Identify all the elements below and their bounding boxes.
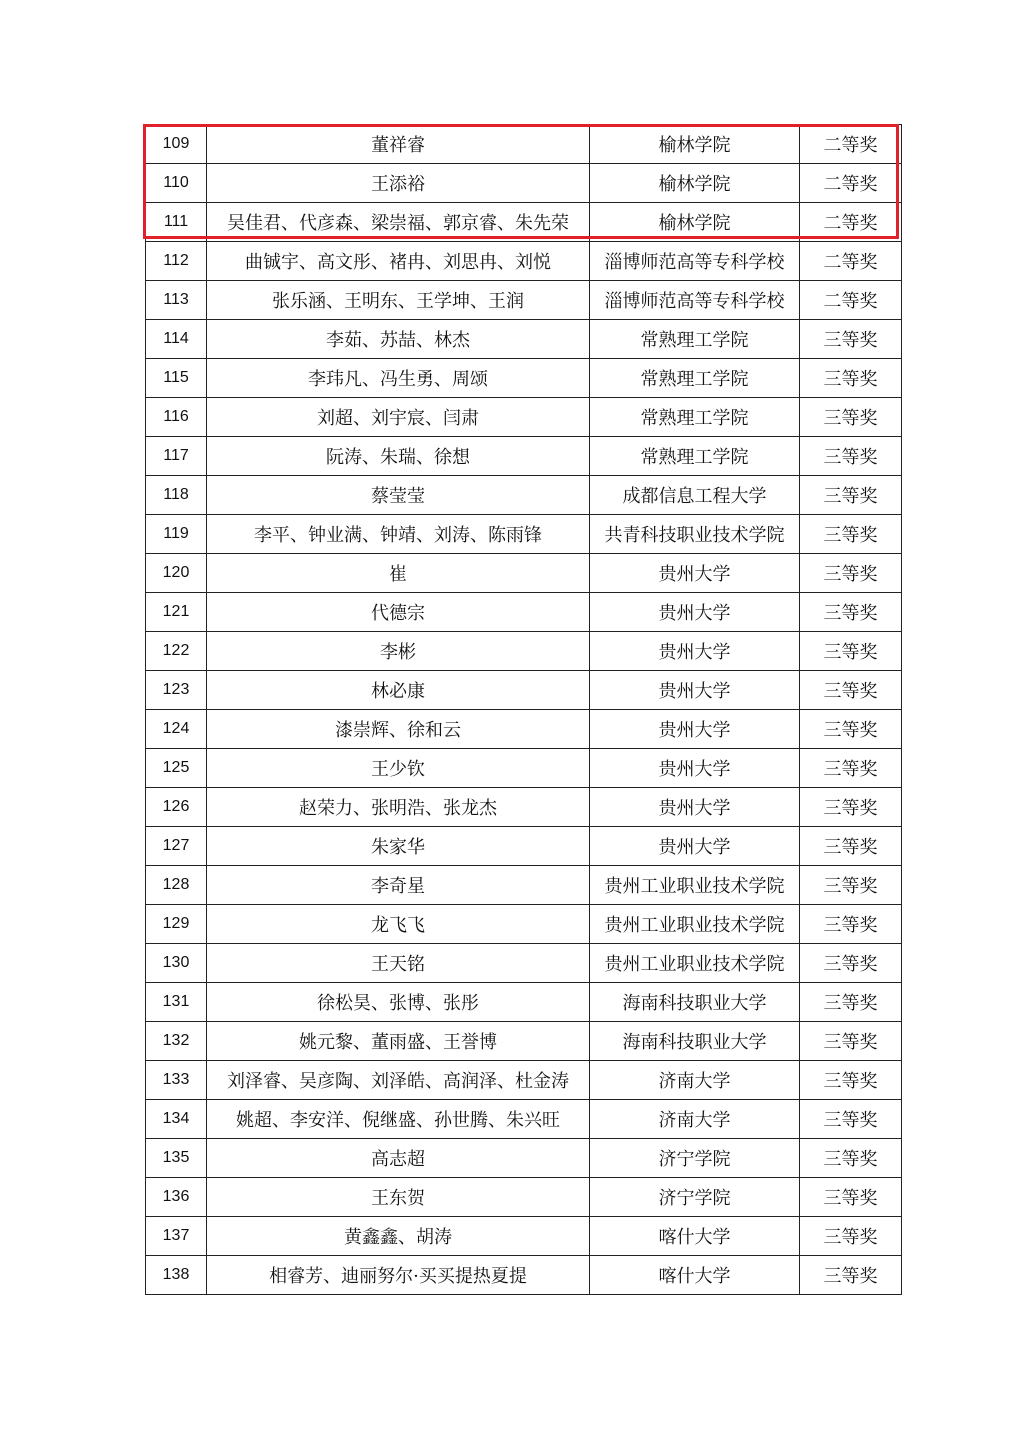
award-level: 三等奖 <box>800 593 902 632</box>
row-number: 132 <box>146 1022 207 1061</box>
school-name: 榆林学院 <box>590 203 800 242</box>
award-level: 三等奖 <box>800 1178 902 1217</box>
table-row <box>146 242 902 281</box>
award-level: 三等奖 <box>800 320 902 359</box>
table-row <box>146 1022 902 1061</box>
award-level: 三等奖 <box>800 632 902 671</box>
school-name: 济南大学 <box>590 1100 800 1139</box>
award-level: 三等奖 <box>800 710 902 749</box>
row-number: 119 <box>146 515 207 554</box>
award-level: 三等奖 <box>800 515 902 554</box>
school-name: 榆林学院 <box>590 125 800 164</box>
participant-names: 李平、钟业满、钟靖、刘涛、陈雨锋 <box>207 515 590 554</box>
table-row <box>146 983 902 1022</box>
award-level: 三等奖 <box>800 359 902 398</box>
row-number: 130 <box>146 944 207 983</box>
participant-names: 赵荣力、张明浩、张龙杰 <box>207 788 590 827</box>
participant-names: 曲铖宇、高文彤、褚冉、刘思冉、刘悦 <box>207 242 590 281</box>
row-number: 112 <box>146 242 207 281</box>
participant-names: 姚元黎、董雨盛、王誉博 <box>207 1022 590 1061</box>
table-row <box>146 944 902 983</box>
row-number: 133 <box>146 1061 207 1100</box>
award-level: 三等奖 <box>800 983 902 1022</box>
award-level: 三等奖 <box>800 437 902 476</box>
table-row <box>146 437 902 476</box>
school-name: 贵州大学 <box>590 749 800 788</box>
table-row <box>146 554 902 593</box>
row-number: 117 <box>146 437 207 476</box>
participant-names: 张乐涵、王明东、王学坤、王润 <box>207 281 590 320</box>
award-level: 三等奖 <box>800 398 902 437</box>
award-level: 三等奖 <box>800 1061 902 1100</box>
school-name: 贵州大学 <box>590 710 800 749</box>
row-number: 121 <box>146 593 207 632</box>
participant-names: 王东贺 <box>207 1178 590 1217</box>
participant-names: 李玮凡、冯生勇、周颂 <box>207 359 590 398</box>
participant-names: 漆崇辉、徐和云 <box>207 710 590 749</box>
table-row <box>146 1217 902 1256</box>
participant-names: 董祥睿 <box>207 125 590 164</box>
row-number: 113 <box>146 281 207 320</box>
participant-names: 高志超 <box>207 1139 590 1178</box>
award-level: 二等奖 <box>800 203 902 242</box>
award-level: 三等奖 <box>800 1139 902 1178</box>
table-row <box>146 203 902 242</box>
school-name: 贵州大学 <box>590 788 800 827</box>
table-row <box>146 1256 902 1295</box>
table-row <box>146 905 902 944</box>
school-name: 共青科技职业技术学院 <box>590 515 800 554</box>
table-row <box>146 359 902 398</box>
school-name: 贵州大学 <box>590 593 800 632</box>
school-name: 贵州工业职业技术学院 <box>590 866 800 905</box>
participant-names: 林必康 <box>207 671 590 710</box>
school-name: 常熟理工学院 <box>590 359 800 398</box>
table-row <box>146 1061 902 1100</box>
participant-names: 阮涛、朱瑞、徐想 <box>207 437 590 476</box>
school-name: 贵州工业职业技术学院 <box>590 905 800 944</box>
participant-names: 李茹、苏喆、林杰 <box>207 320 590 359</box>
participant-names: 王天铭 <box>207 944 590 983</box>
award-level: 三等奖 <box>800 1022 902 1061</box>
row-number: 125 <box>146 749 207 788</box>
award-level: 三等奖 <box>800 944 902 983</box>
school-name: 淄博师范高等专科学校 <box>590 281 800 320</box>
award-level: 三等奖 <box>800 1217 902 1256</box>
participant-names: 相睿芳、迪丽努尔·买买提热夏提 <box>207 1256 590 1295</box>
awards-table-body <box>146 125 902 1295</box>
award-level: 三等奖 <box>800 749 902 788</box>
row-number: 126 <box>146 788 207 827</box>
table-row <box>146 398 902 437</box>
school-name: 贵州大学 <box>590 671 800 710</box>
award-level: 二等奖 <box>800 164 902 203</box>
row-number: 109 <box>146 125 207 164</box>
award-level: 三等奖 <box>800 905 902 944</box>
row-number: 116 <box>146 398 207 437</box>
row-number: 128 <box>146 866 207 905</box>
award-level: 三等奖 <box>800 554 902 593</box>
row-number: 120 <box>146 554 207 593</box>
table-row <box>146 632 902 671</box>
row-number: 136 <box>146 1178 207 1217</box>
table-row <box>146 1139 902 1178</box>
school-name: 济宁学院 <box>590 1139 800 1178</box>
row-number: 111 <box>146 203 207 242</box>
table-row <box>146 1178 902 1217</box>
row-number: 122 <box>146 632 207 671</box>
school-name: 常熟理工学院 <box>590 398 800 437</box>
school-name: 海南科技职业大学 <box>590 983 800 1022</box>
school-name: 海南科技职业大学 <box>590 1022 800 1061</box>
school-name: 济南大学 <box>590 1061 800 1100</box>
table-row <box>146 710 902 749</box>
award-level: 三等奖 <box>800 827 902 866</box>
award-level: 三等奖 <box>800 866 902 905</box>
participant-names: 刘超、刘宇宸、闫肃 <box>207 398 590 437</box>
award-level: 二等奖 <box>800 281 902 320</box>
row-number: 115 <box>146 359 207 398</box>
row-number: 124 <box>146 710 207 749</box>
row-number: 138 <box>146 1256 207 1295</box>
table-row <box>146 515 902 554</box>
award-level: 三等奖 <box>800 1100 902 1139</box>
row-number: 131 <box>146 983 207 1022</box>
participant-names: 代德宗 <box>207 593 590 632</box>
table-row <box>146 1100 902 1139</box>
award-level: 三等奖 <box>800 788 902 827</box>
row-number: 129 <box>146 905 207 944</box>
participant-names: 徐松昊、张博、张彤 <box>207 983 590 1022</box>
award-level: 二等奖 <box>800 125 902 164</box>
table-row <box>146 827 902 866</box>
school-name: 成都信息工程大学 <box>590 476 800 515</box>
table-row <box>146 593 902 632</box>
participant-names: 龙飞飞 <box>207 905 590 944</box>
school-name: 喀什大学 <box>590 1217 800 1256</box>
table-row <box>146 281 902 320</box>
participant-names: 崔 <box>207 554 590 593</box>
row-number: 118 <box>146 476 207 515</box>
table-row <box>146 866 902 905</box>
participant-names: 李彬 <box>207 632 590 671</box>
participant-names: 刘泽睿、吴彦陶、刘泽皓、高润泽、杜金涛 <box>207 1061 590 1100</box>
table-row <box>146 788 902 827</box>
table-row <box>146 749 902 788</box>
row-number: 127 <box>146 827 207 866</box>
award-level: 三等奖 <box>800 671 902 710</box>
award-level: 三等奖 <box>800 1256 902 1295</box>
row-number: 114 <box>146 320 207 359</box>
row-number: 135 <box>146 1139 207 1178</box>
participant-names: 吴佳君、代彦森、梁崇福、郭京睿、朱先荣 <box>207 203 590 242</box>
participant-names: 姚超、李安洋、倪继盛、孙世腾、朱兴旺 <box>207 1100 590 1139</box>
table-row <box>146 164 902 203</box>
school-name: 贵州大学 <box>590 827 800 866</box>
row-number: 110 <box>146 164 207 203</box>
participant-names: 李奇星 <box>207 866 590 905</box>
participant-names: 黄鑫鑫、胡涛 <box>207 1217 590 1256</box>
school-name: 贵州大学 <box>590 554 800 593</box>
participant-names: 王添裕 <box>207 164 590 203</box>
school-name: 淄博师范高等专科学校 <box>590 242 800 281</box>
table-row <box>146 476 902 515</box>
school-name: 贵州大学 <box>590 632 800 671</box>
row-number: 134 <box>146 1100 207 1139</box>
table-row <box>146 671 902 710</box>
award-level: 二等奖 <box>800 242 902 281</box>
school-name: 贵州工业职业技术学院 <box>590 944 800 983</box>
school-name: 济宁学院 <box>590 1178 800 1217</box>
row-number: 137 <box>146 1217 207 1256</box>
awards-table <box>145 124 902 1295</box>
participant-names: 王少钦 <box>207 749 590 788</box>
row-number: 123 <box>146 671 207 710</box>
school-name: 常熟理工学院 <box>590 320 800 359</box>
table-row <box>146 125 902 164</box>
school-name: 喀什大学 <box>590 1256 800 1295</box>
school-name: 常熟理工学院 <box>590 437 800 476</box>
award-level: 三等奖 <box>800 476 902 515</box>
participant-names: 蔡莹莹 <box>207 476 590 515</box>
school-name: 榆林学院 <box>590 164 800 203</box>
participant-names: 朱家华 <box>207 827 590 866</box>
table-row <box>146 320 902 359</box>
